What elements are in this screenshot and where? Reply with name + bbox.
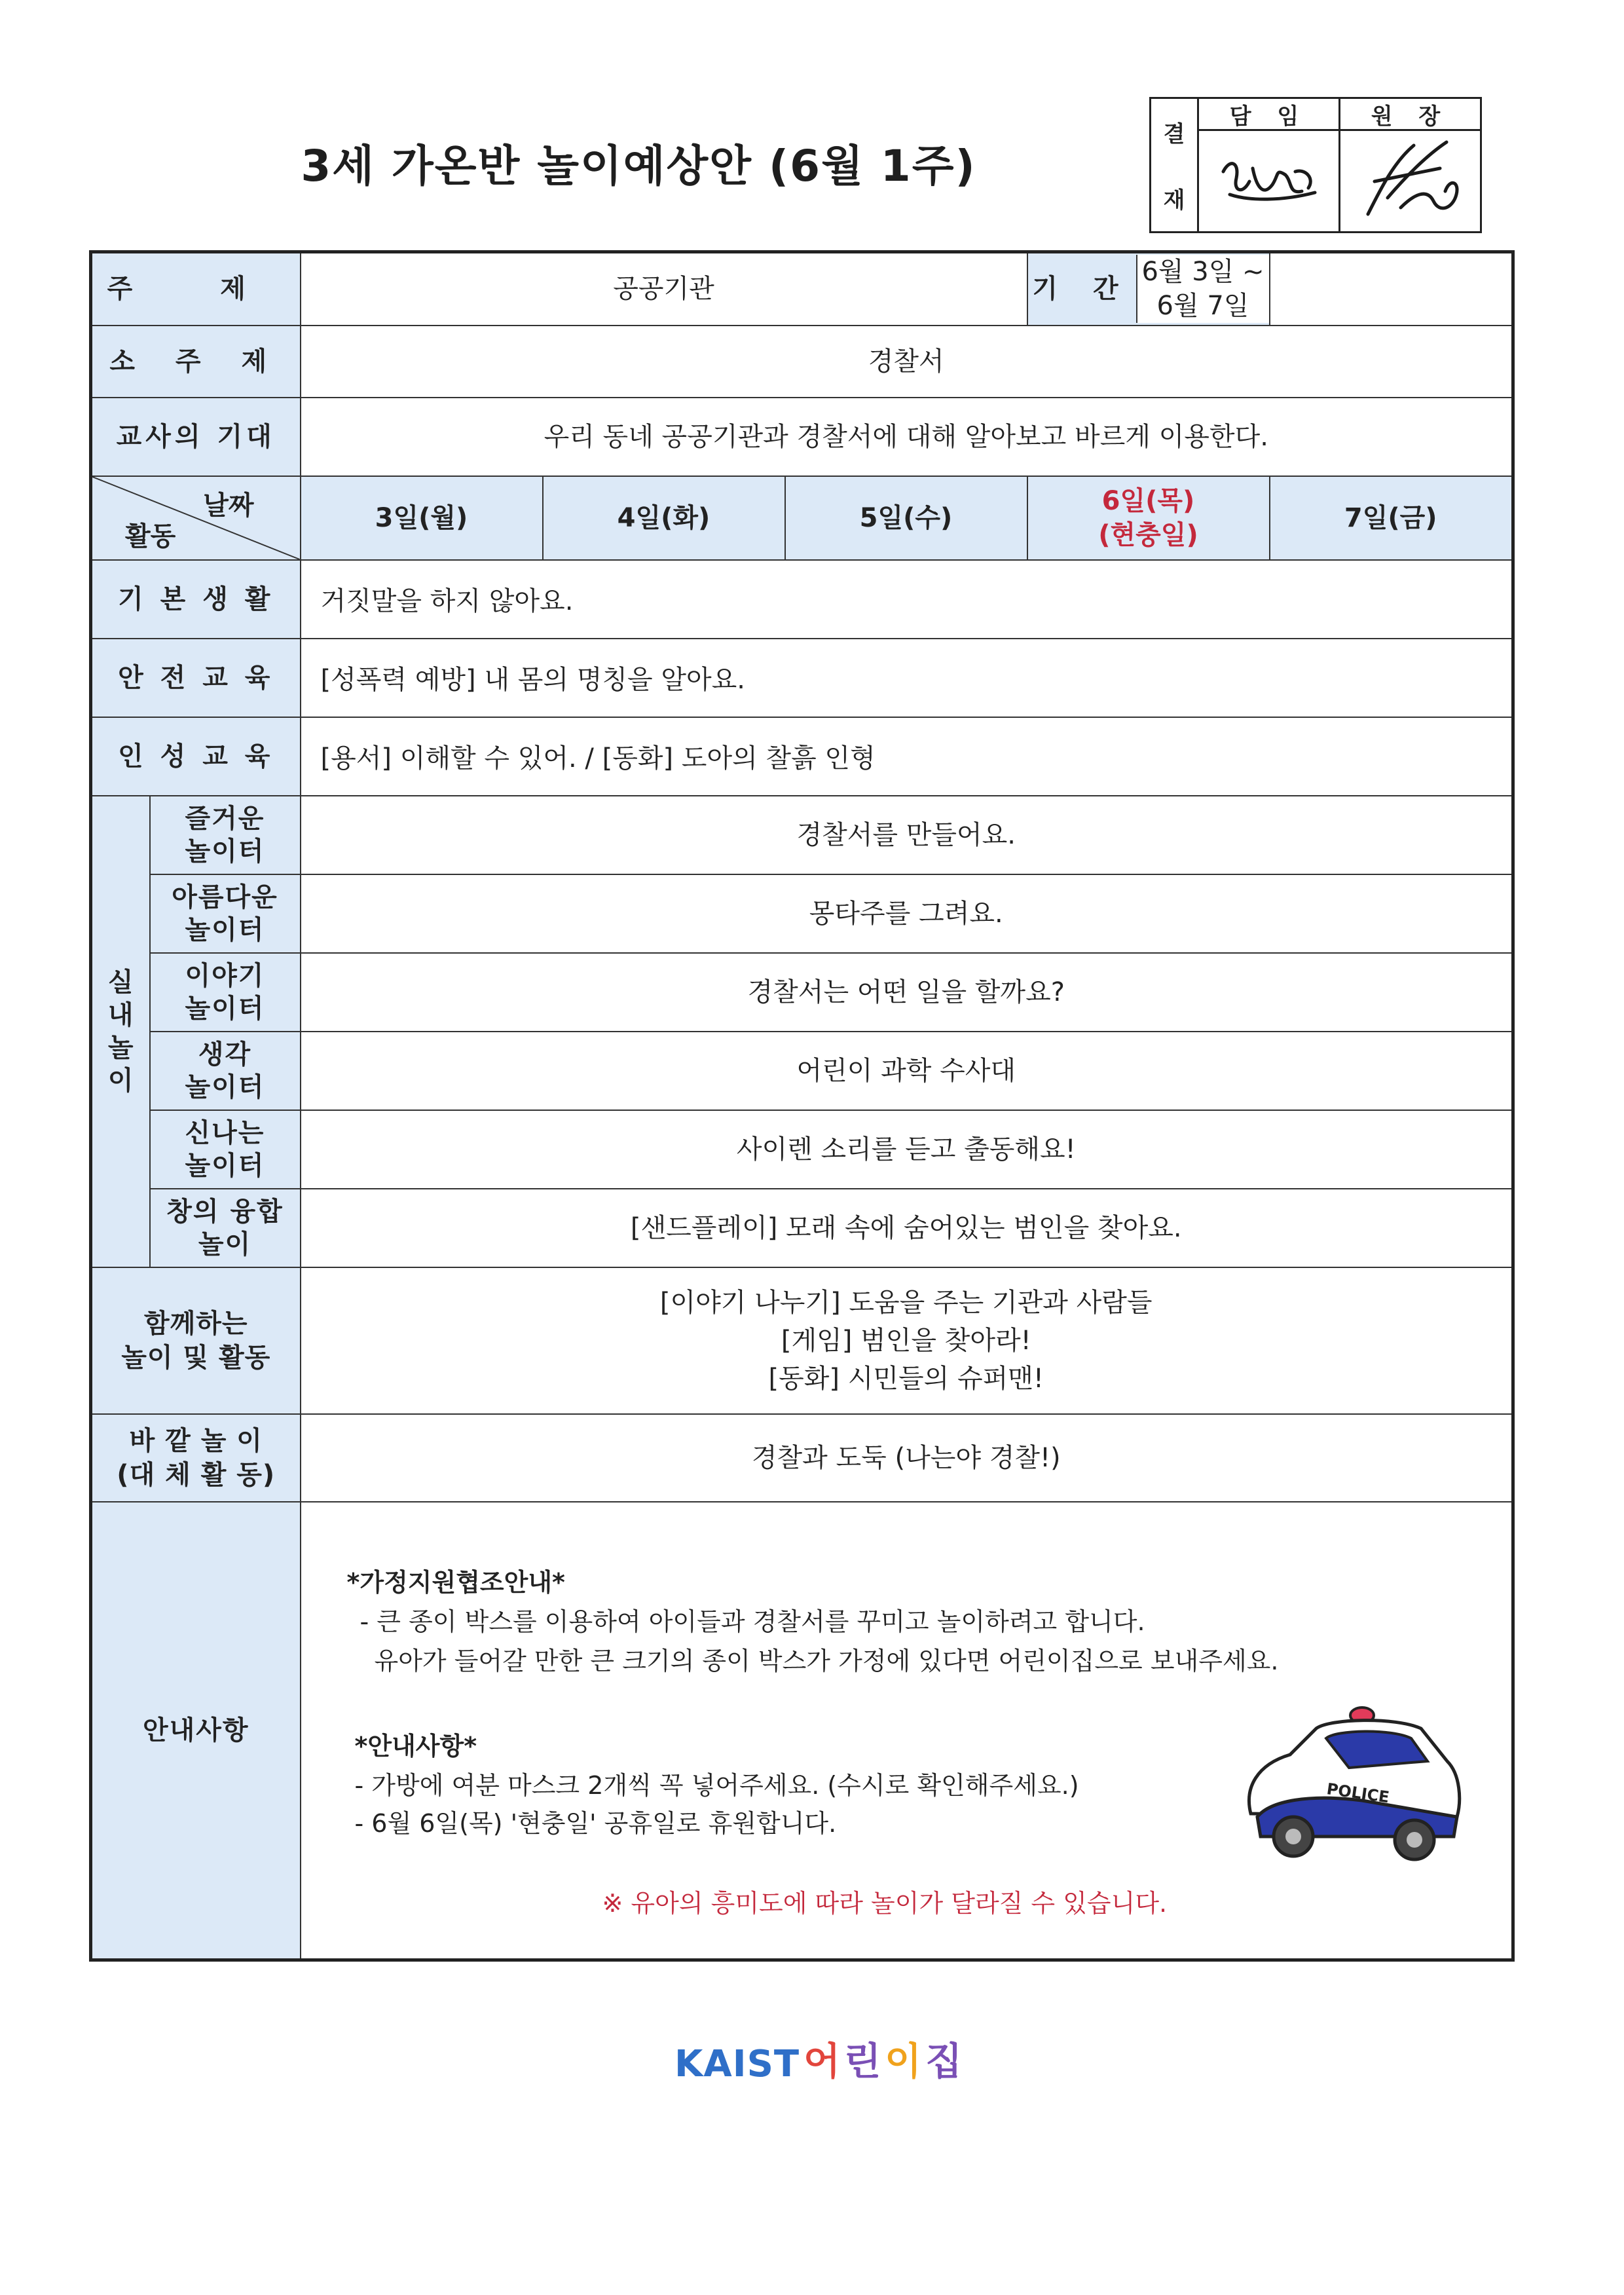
day-thu	[1027, 476, 1270, 560]
indoor-value: 어린이 과학 수사대	[301, 1032, 1513, 1110]
teacher-signature	[1199, 131, 1338, 231]
period-spacer	[1270, 252, 1513, 326]
basic-life-value: 거짓말을 하지 않아요.	[301, 560, 1513, 639]
safety-label: 안 전 교 육	[91, 639, 301, 717]
together-label	[91, 1267, 301, 1414]
theme-row	[91, 252, 1513, 326]
basic-life-row	[91, 560, 1513, 639]
character-label: 인 성 교 육	[91, 717, 301, 796]
outdoor-label	[91, 1414, 301, 1502]
expectation-label: 교사의 기대	[91, 398, 301, 476]
together-label-1: 함께하는	[143, 1308, 248, 1339]
page-title: 3세 가온반 놀이예상안 (6월 1주)	[301, 141, 976, 191]
logo-char: 린	[844, 2039, 881, 2083]
indoor-sub-label	[150, 874, 301, 953]
police-car-text: POLICE	[1325, 1779, 1390, 1806]
period-label: 기 간	[1028, 255, 1137, 323]
notice-heading-support: *가정지원협조안내*	[346, 1567, 565, 1597]
indoor-row	[91, 1110, 1513, 1189]
logo-char: 어	[803, 2039, 841, 2083]
expectation-row	[91, 398, 1513, 476]
subtheme-label: 소 주 제	[91, 326, 301, 398]
indoor-sub-l2: 놀이터	[185, 1150, 265, 1181]
indoor-sub-label	[150, 953, 301, 1032]
period-value: 6월 3일 ~ 6월 7일	[1137, 255, 1269, 323]
indoor-row	[91, 1189, 1513, 1267]
indoor-value: 경찰서는 어떤 일을 할까요?	[301, 953, 1513, 1032]
indoor-sub-label	[150, 1032, 301, 1110]
notice-footer: ※ 유아의 흥미도에 따라 놀이가 달라질 수 있습니다.	[602, 1888, 1168, 1918]
day-thu-holiday: (현충일)	[1098, 519, 1198, 550]
safety-value: [성폭력 예방] 내 몸의 명칭을 알아요.	[301, 639, 1513, 717]
indoor-sub-label	[150, 796, 301, 874]
approval-box	[1149, 97, 1482, 233]
notice-row	[91, 1502, 1513, 1960]
activity-header: 활동	[125, 521, 176, 551]
indoor-sub-l2: 놀이터	[185, 836, 265, 867]
outdoor-label-2: (대 체 활 동)	[117, 1459, 276, 1490]
indoor-row	[91, 874, 1513, 953]
indoor-value: 몽타주를 그려요.	[301, 874, 1513, 953]
indoor-row	[91, 953, 1513, 1032]
indoor-sub-l2: 놀이터	[185, 914, 265, 945]
indoor-play-label	[91, 796, 150, 1267]
director-signature	[1340, 131, 1480, 231]
indoor-sub-l1: 창의 융합	[166, 1196, 284, 1227]
days-header-row	[91, 476, 1513, 560]
indoor-sub-l2: 놀이	[198, 1229, 252, 1259]
approval-teacher-label: 담 임	[1199, 99, 1338, 131]
day-tue-label: 4일(화)	[617, 502, 710, 533]
together-row	[91, 1267, 1513, 1414]
outdoor-value: 경찰과 도둑 (나는야 경찰!)	[301, 1414, 1513, 1502]
indoor-sub-l1: 아름다운	[172, 882, 278, 912]
notice-line: 유아가 들어갈 만한 큰 크기의 종이 박스가 가정에 있다면 어린이집으로 보내주세요.	[374, 1646, 1279, 1675]
subtheme-value: 경찰서	[301, 326, 1513, 398]
basic-life-label: 기 본 생 활	[91, 560, 301, 639]
together-item: [게임] 범인을 찾아라!	[781, 1325, 1031, 1356]
date-activity-header	[91, 476, 301, 560]
day-thu-label: 6일(목)	[1101, 485, 1195, 516]
notice-line: - 가방에 여분 마스크 2개씩 꼭 넣어주세요. (수시로 확인해주세요.)	[354, 1770, 1079, 1800]
approval-director-label: 원 장	[1340, 99, 1480, 131]
logo-kaist: KAIST	[674, 2043, 800, 2085]
day-wed-label: 5일(수)	[859, 502, 953, 533]
day-mon	[301, 476, 543, 560]
approval-teacher	[1199, 99, 1338, 231]
character-value: [용서] 이해할 수 있어. / [동화] 도아의 찰흙 인형	[301, 717, 1513, 796]
theme-value: 공공기관	[301, 252, 1027, 326]
indoor-sub-label	[150, 1110, 301, 1189]
indoor-sub-l2: 놀이터	[185, 993, 265, 1024]
together-item: [이야기 나누기] 도움을 주는 기관과 사람들	[659, 1287, 1153, 1318]
indoor-sub-l1: 신나는	[185, 1117, 265, 1148]
approval-side	[1151, 99, 1199, 231]
indoor-char-2: 내	[107, 999, 134, 1030]
day-wed	[785, 476, 1027, 560]
notice-heading-info: *안내사항*	[354, 1731, 477, 1761]
indoor-char-4: 이	[107, 1065, 134, 1096]
notice-content	[301, 1502, 1513, 1960]
together-values	[301, 1267, 1513, 1414]
approval-side-bottom: 재	[1163, 187, 1185, 214]
subtheme-row	[91, 326, 1513, 398]
notice-line: - 6월 6일(목) '현충일' 공휴일로 휴원합니다.	[354, 1808, 837, 1838]
indoor-sub-l1: 생각	[198, 1039, 252, 1070]
indoor-sub-l1: 이야기	[185, 960, 265, 991]
period-label-cell	[1027, 252, 1270, 326]
indoor-char-3: 놀	[107, 1032, 134, 1063]
indoor-sub-l2: 놀이터	[185, 1072, 265, 1102]
day-fri-label: 7일(금)	[1344, 502, 1437, 533]
police-car-icon	[1231, 1702, 1467, 1873]
expectation-value: 우리 동네 공공기관과 경찰서에 대해 알아보고 바르게 이용한다.	[301, 398, 1513, 476]
approval-side-top: 결	[1163, 121, 1185, 147]
character-row	[91, 717, 1513, 796]
indoor-value: [샌드플레이] 모래 속에 숨어있는 범인을 찾아요.	[301, 1189, 1513, 1267]
indoor-value: 경찰서를 만들어요.	[301, 796, 1513, 874]
indoor-row	[91, 796, 1513, 874]
kaist-daycare-logo	[674, 2030, 962, 2085]
together-item: [동화] 시민들의 슈퍼맨!	[768, 1363, 1044, 1394]
logo-char: 집	[925, 2039, 963, 2083]
indoor-sub-label	[150, 1189, 301, 1267]
outdoor-row	[91, 1414, 1513, 1502]
indoor-value: 사이렌 소리를 듣고 출동해요!	[301, 1110, 1513, 1189]
indoor-row	[91, 1032, 1513, 1110]
approval-director	[1338, 99, 1480, 231]
notice-line: - 큰 종이 박스를 이용하여 아이들과 경찰서를 꾸미고 놀이하려고 합니다.	[360, 1607, 1145, 1636]
indoor-char-1: 실	[107, 967, 134, 998]
safety-row	[91, 639, 1513, 717]
plan-table	[89, 250, 1515, 1962]
day-tue	[543, 476, 785, 560]
day-fri	[1270, 476, 1513, 560]
outdoor-label-1: 바 깥 놀 이	[129, 1425, 263, 1456]
indoor-sub-l1: 즐거운	[185, 803, 265, 834]
together-label-2: 놀이 및 활동	[121, 1342, 271, 1373]
logo-char: 이	[885, 2039, 922, 2083]
date-header: 날짜	[203, 490, 254, 521]
theme-label: 주 제	[91, 252, 301, 326]
day-mon-label: 3일(월)	[375, 502, 468, 533]
notice-label: 안내사항	[91, 1502, 301, 1960]
